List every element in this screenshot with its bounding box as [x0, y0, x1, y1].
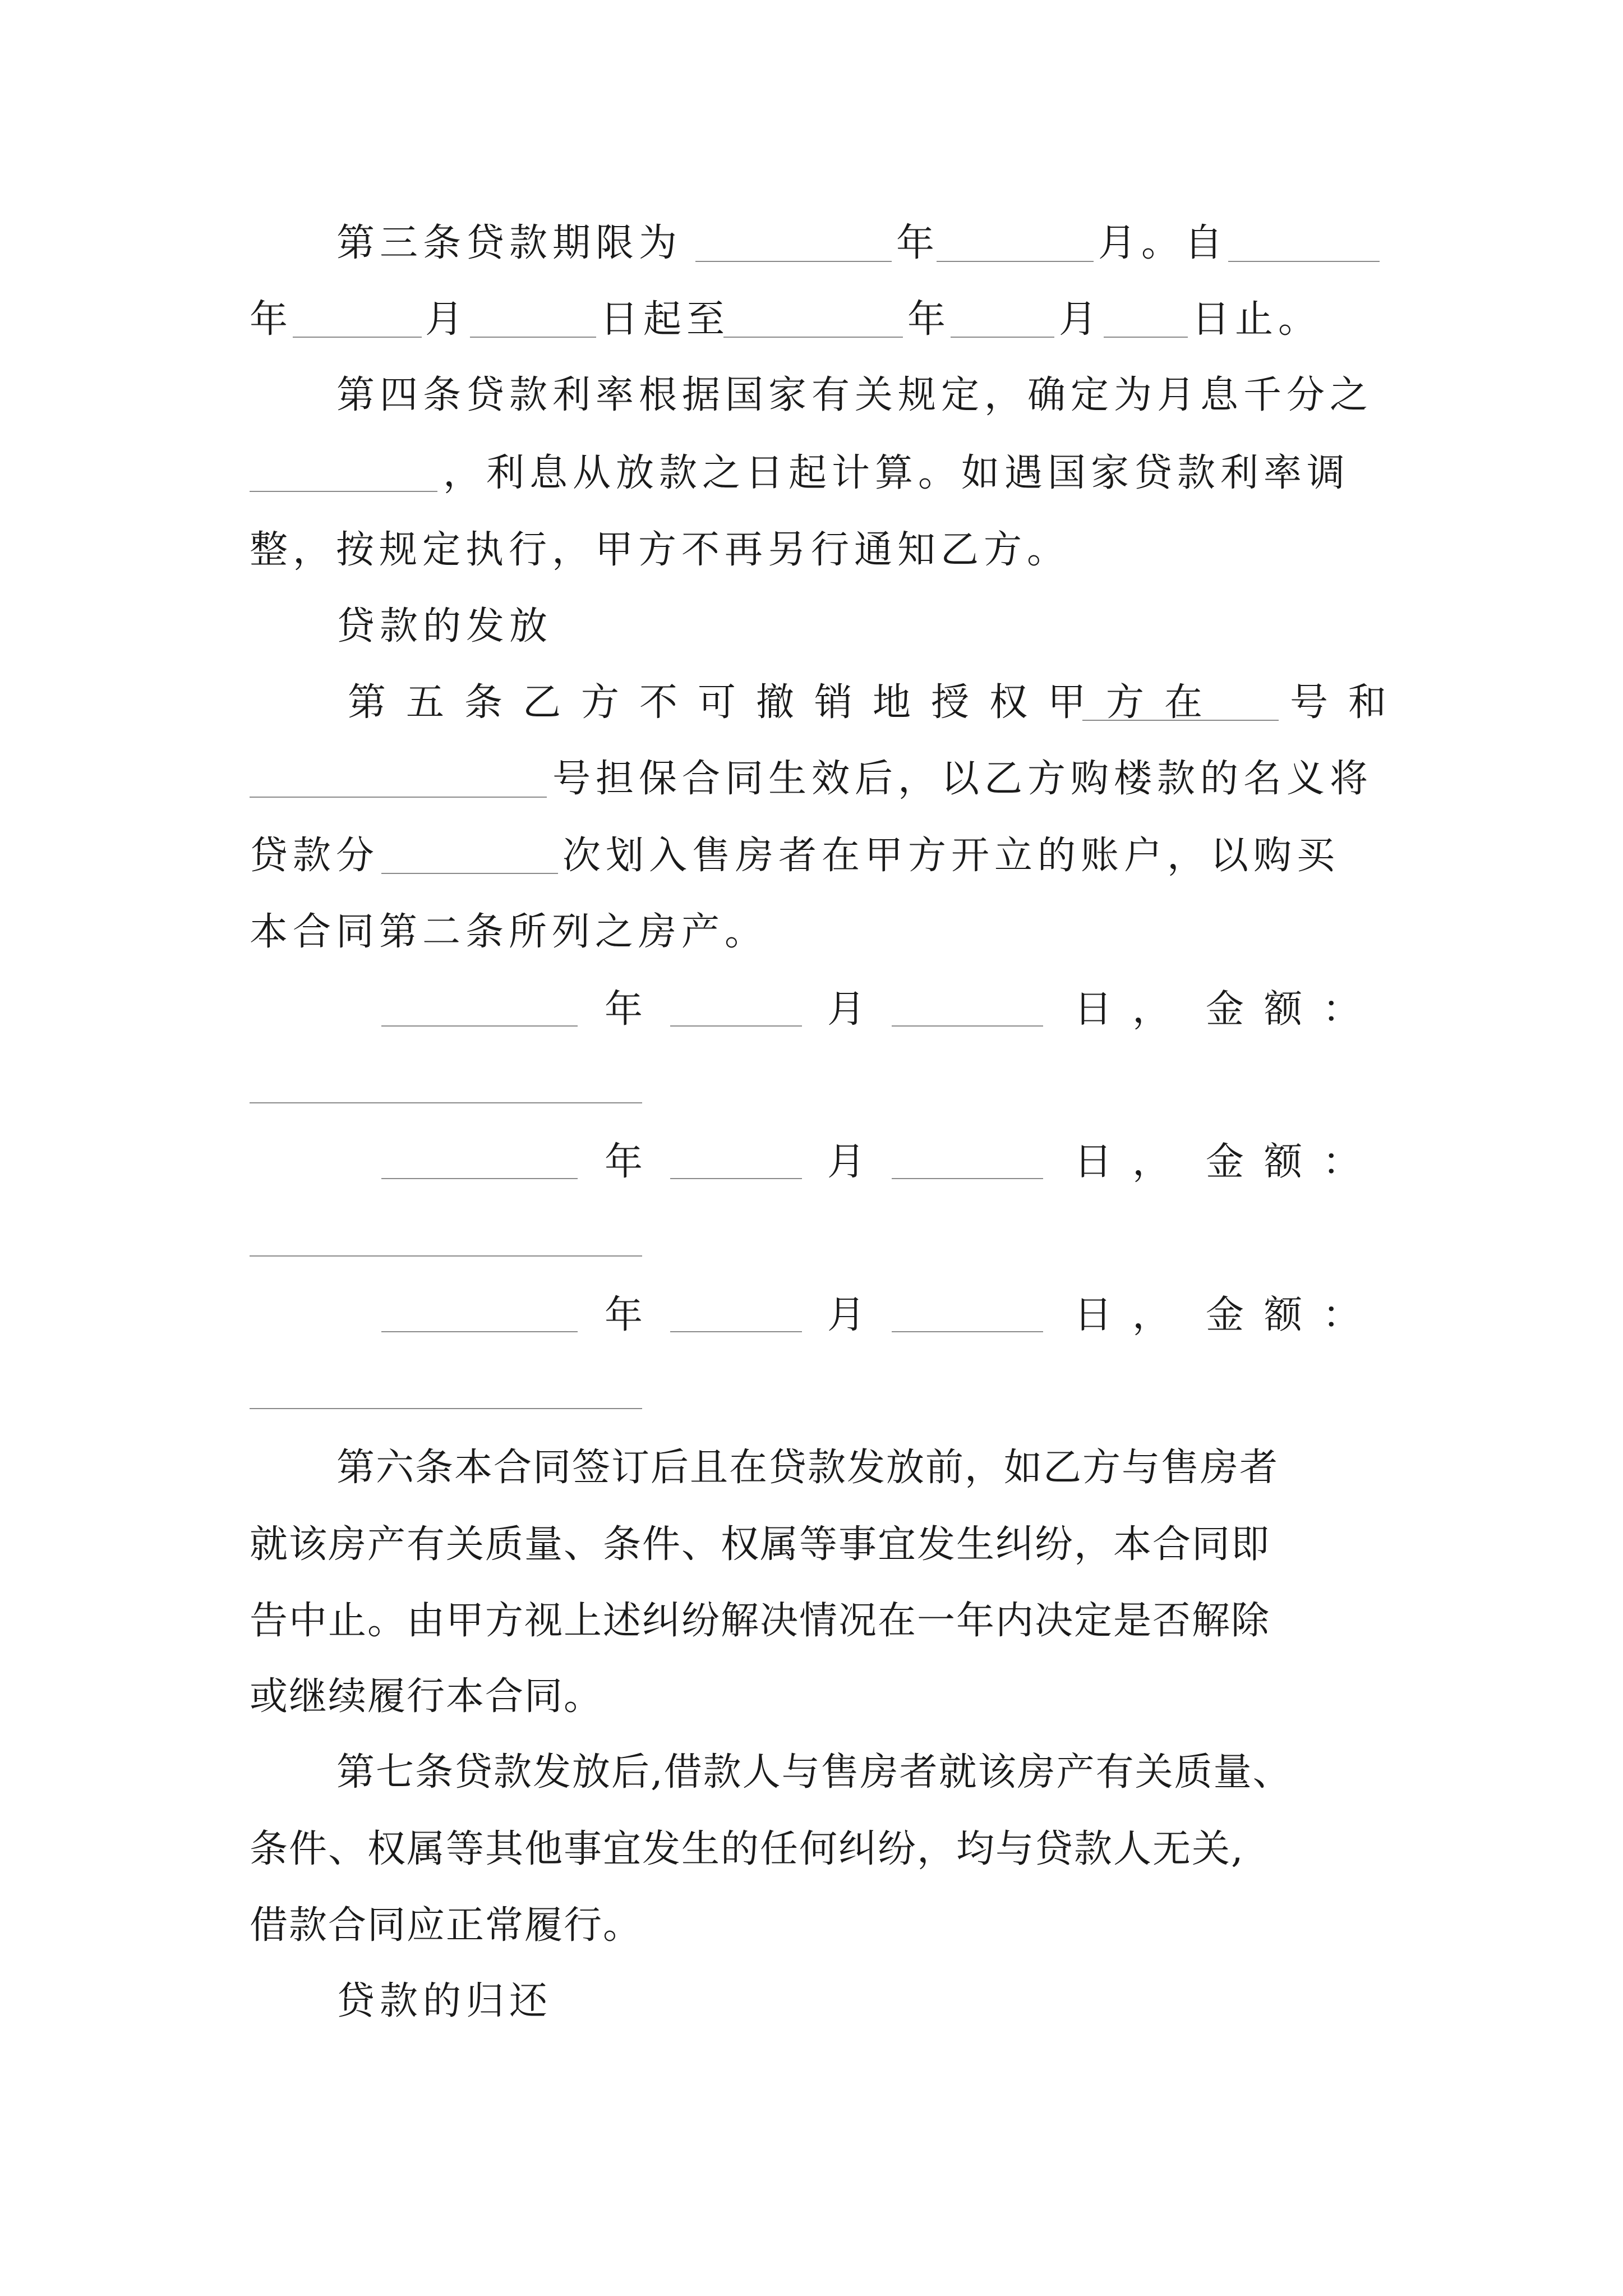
blank-start-month[interactable]: [293, 337, 422, 338]
row3-month-label: 月: [827, 1293, 866, 1337]
blank-loan-term-months[interactable]: [937, 261, 1094, 262]
art3-line1-text-b: 年: [896, 221, 940, 265]
art3-line1-text-c: 月。自: [1098, 221, 1228, 265]
row2-day-label: 日，: [1074, 1140, 1191, 1184]
blank-row3-year[interactable]: [381, 1331, 578, 1332]
blank-row2-day[interactable]: [892, 1178, 1043, 1179]
art5-line2: 号担保合同生效后，以乙方购楼款的名义将: [552, 757, 1373, 801]
blank-contract-no-2[interactable]: [250, 797, 547, 798]
art4-line3: 整，按规定执行，甲方不再另行通知乙方。: [250, 528, 1071, 572]
blank-row1-day[interactable]: [892, 1025, 1043, 1027]
blank-start-day[interactable]: [470, 337, 596, 338]
art6-line3: 告中止。由甲方视上述纠纷解决情况在一年内决定是否解除: [250, 1599, 1271, 1643]
art5-line3-text-b: 次划入售房者在甲方开立的账户，以购买: [562, 834, 1340, 878]
blank-end-year[interactable]: [723, 337, 903, 338]
blank-interest-rate[interactable]: [250, 491, 437, 492]
blank-row3-day[interactable]: [892, 1331, 1043, 1332]
art5-line1-text-b: 号和: [1290, 680, 1407, 725]
row2-month-label: 月: [827, 1140, 866, 1184]
art6-line2: 就该房产有关质量、条件、权属等事宜发生纠纷，本合同即: [250, 1522, 1271, 1567]
art5-line3-text-a: 贷款分: [250, 834, 380, 878]
art3-line1-text-a: 第三条贷款期限为: [336, 221, 683, 265]
art3-line2-text-e: 月: [1059, 297, 1103, 342]
blank-loan-term-years[interactable]: [695, 261, 892, 262]
art4-line1: 第四条贷款利率根据国家有关规定，确定为月息千分之: [336, 373, 1373, 417]
row1-year-label: 年: [605, 987, 643, 1032]
row2-year-label: 年: [605, 1140, 643, 1184]
row3-year-label: 年: [605, 1293, 643, 1337]
blank-row3-month[interactable]: [670, 1331, 802, 1332]
art7-line1: 第七条贷款发放后,借款人与售房者就该房产有关质量、: [336, 1750, 1292, 1795]
art3-line2-text-a: 年: [250, 297, 293, 342]
blank-row1-amount[interactable]: [250, 1102, 642, 1103]
art7-line2: 条件、权属等其他事宜发生的任何纠纷，均与贷款人无关,: [250, 1827, 1244, 1871]
section-heading-loan-issuance: 贷款的发放: [336, 604, 553, 648]
art6-line1: 第六条本合同签订后且在贷款发放前，如乙方与售房者: [336, 1446, 1279, 1490]
blank-start-year[interactable]: [1228, 261, 1380, 262]
blank-end-day[interactable]: [1104, 337, 1188, 338]
art6-line4: 或继续履行本合同。: [250, 1674, 603, 1719]
blank-row2-year[interactable]: [381, 1178, 578, 1179]
blank-row2-month[interactable]: [670, 1178, 802, 1179]
row3-amount-label: 金额：: [1206, 1293, 1381, 1337]
art5-line4: 本合同第二条所列之房产。: [250, 910, 768, 954]
art3-line2-text-d: 年: [907, 297, 951, 342]
blank-end-month[interactable]: [951, 337, 1054, 338]
art3-line2-text-f: 日止。: [1192, 297, 1322, 342]
blank-row1-month[interactable]: [670, 1025, 802, 1027]
blank-row2-amount[interactable]: [250, 1255, 642, 1257]
art4-line2: ，利息从放款之日起计算。如遇国家贷款利率调: [443, 451, 1350, 495]
row3-day-label: 日，: [1074, 1293, 1191, 1337]
blank-row1-year[interactable]: [381, 1025, 578, 1027]
row1-day-label: 日，: [1074, 987, 1191, 1032]
art3-line2-text-b: 月: [425, 297, 469, 342]
row1-amount-label: 金额：: [1206, 987, 1381, 1032]
blank-row3-amount[interactable]: [250, 1408, 642, 1409]
row2-amount-label: 金额：: [1206, 1140, 1381, 1184]
art7-line3: 借款合同应正常履行。: [250, 1903, 643, 1948]
art3-line2-text-c: 日起至: [600, 297, 730, 342]
art5-line1-text-a: 第五条乙方不可撤销地授权甲方在: [348, 680, 1223, 725]
row1-month-label: 月: [827, 987, 866, 1032]
blank-contract-no-1[interactable]: [1082, 720, 1279, 721]
section-heading-loan-repayment: 贷款的归还: [336, 1979, 553, 2023]
blank-installments[interactable]: [381, 873, 558, 874]
